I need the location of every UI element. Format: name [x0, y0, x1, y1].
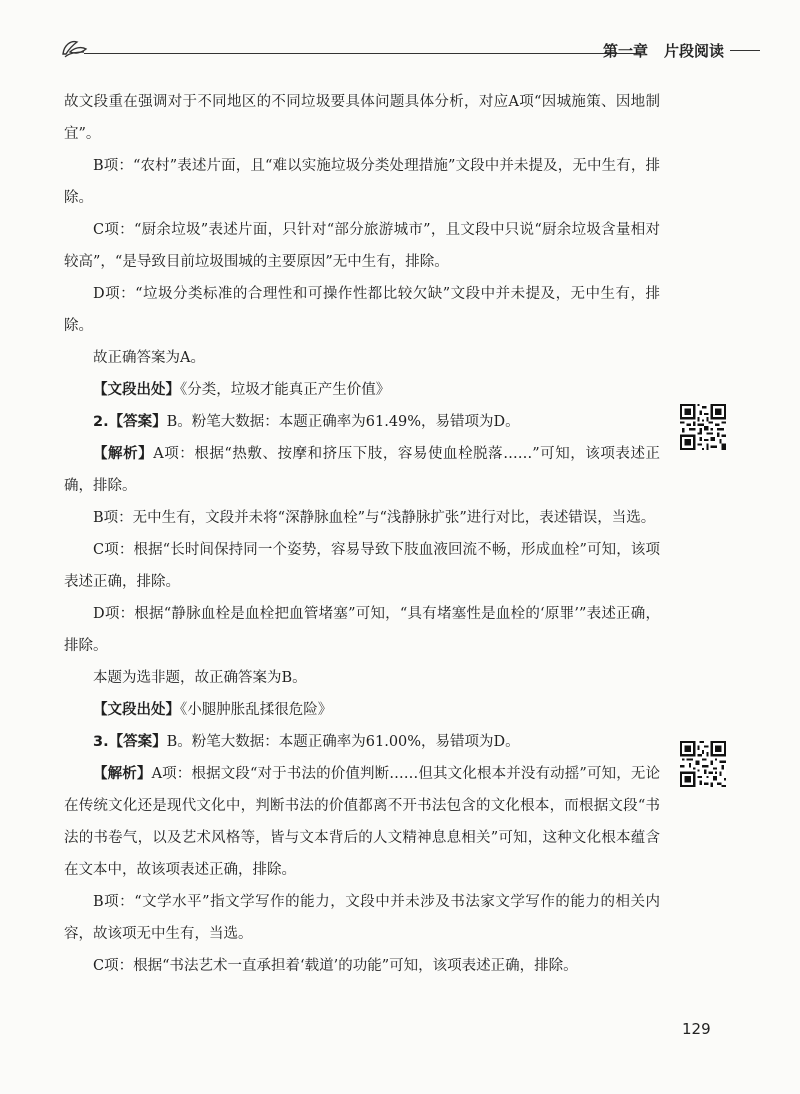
paragraph: 故文段重在强调对于不同地区的不同垃圾要具体问题具体分析，对应A项“因城施策、因地制宜”。: [64, 94, 660, 142]
paragraph: B项：无中生有，文段并未将“深静脉血栓”与“浅静脉扩张”进行对比，表述错误，当选。: [93, 510, 656, 526]
answer-line: [64, 406, 660, 438]
header-rule: [84, 53, 640, 54]
body-text: [64, 86, 660, 982]
paragraph: B项：“文学水平”指文学写作的能力，文段中并未涉及书法家文学写作的能力的相关内容，故该项无中生有，当选。: [64, 894, 660, 942]
analysis-label: 【解析】: [93, 446, 154, 462]
answer-label: 2.【答案】: [93, 414, 167, 430]
source-label: 【文段出处】: [93, 382, 180, 398]
answer-label: 3.【答案】: [93, 734, 167, 750]
answer-text: B。粉笔大数据：本题正确率为61.49%，易错项为D。: [166, 414, 520, 430]
source-label: 【文段出处】: [93, 702, 180, 718]
chapter-label: 第一章: [602, 42, 648, 60]
page-number: 129: [682, 1020, 711, 1038]
paragraph: D项：“垃圾分类标准的合理性和可操作性都比较欠缺”文段中并未提及，无中生有，排除。: [64, 286, 660, 334]
paragraph: B项：“农村”表述片面，且“难以实施垃圾分类处理措施”文段中并未提及，无中生有，排除。: [64, 158, 660, 206]
answer-line: [64, 726, 660, 758]
paragraph: C项：根据“长时间保持同一个姿势，容易导致下肢血液回流不畅，形成血栓”可知，该项表述正确，排除。: [64, 542, 660, 590]
qr-code-icon: [680, 741, 726, 787]
analysis-text: A项：根据文段“对于书法的价值判断……但其文化根本并没有动摇”可知，无论在传统文化还是现代文化中，判断书法的价值都离不开书法包含的文化根本，而根据文段“书法的书卷气，以及艺术风格等，皆与文本背后的人文精神息息相关”可知，这种文化根本蕴含在文本中，故该项表述正确，排除。: [64, 766, 661, 878]
paragraph: C项：根据“书法艺术一直承担着‘载道’的功能”可知，该项表述正确，排除。: [93, 958, 578, 974]
paragraph: D项：根据“静脉血栓是血栓把血管堵塞”可知，“具有堵塞性是血栓的‘原罪’”表述正确，排除。: [64, 606, 660, 654]
source-line: [64, 694, 660, 726]
analysis-text: A项：根据“热敷、按摩和挤压下肢，容易使血栓脱落……”可知，该项表述正确，排除。: [64, 446, 661, 494]
paragraph: 故正确答案为A。: [93, 350, 205, 366]
analysis-line: [64, 758, 660, 886]
analysis-label: 【解析】: [93, 766, 152, 782]
source-title: 《小腿肿胀乱揉很危险》: [180, 702, 333, 718]
source-line: [64, 374, 660, 406]
leaf-icon: [60, 36, 90, 60]
answer-text: B。粉笔大数据：本题正确率为61.00%，易错项为D。: [166, 734, 520, 750]
header-tail-rule: [730, 50, 760, 51]
header-title: [603, 40, 760, 61]
section-label: 片段阅读: [663, 42, 724, 60]
paragraph: C项：“厨余垃圾”表述片面，只针对“部分旅游城市”，且文段中只说“厨余垃圾含量相对较高”，“是导致目前垃圾围城的主要原因”无中生有，排除。: [64, 222, 660, 270]
source-title: 《分类，垃圾才能真正产生价值》: [180, 382, 391, 398]
paragraph: 本题为选非题，故正确答案为B。: [93, 670, 307, 686]
qr-code-icon: [680, 404, 726, 450]
running-header: [60, 36, 760, 66]
analysis-line: [64, 438, 660, 502]
